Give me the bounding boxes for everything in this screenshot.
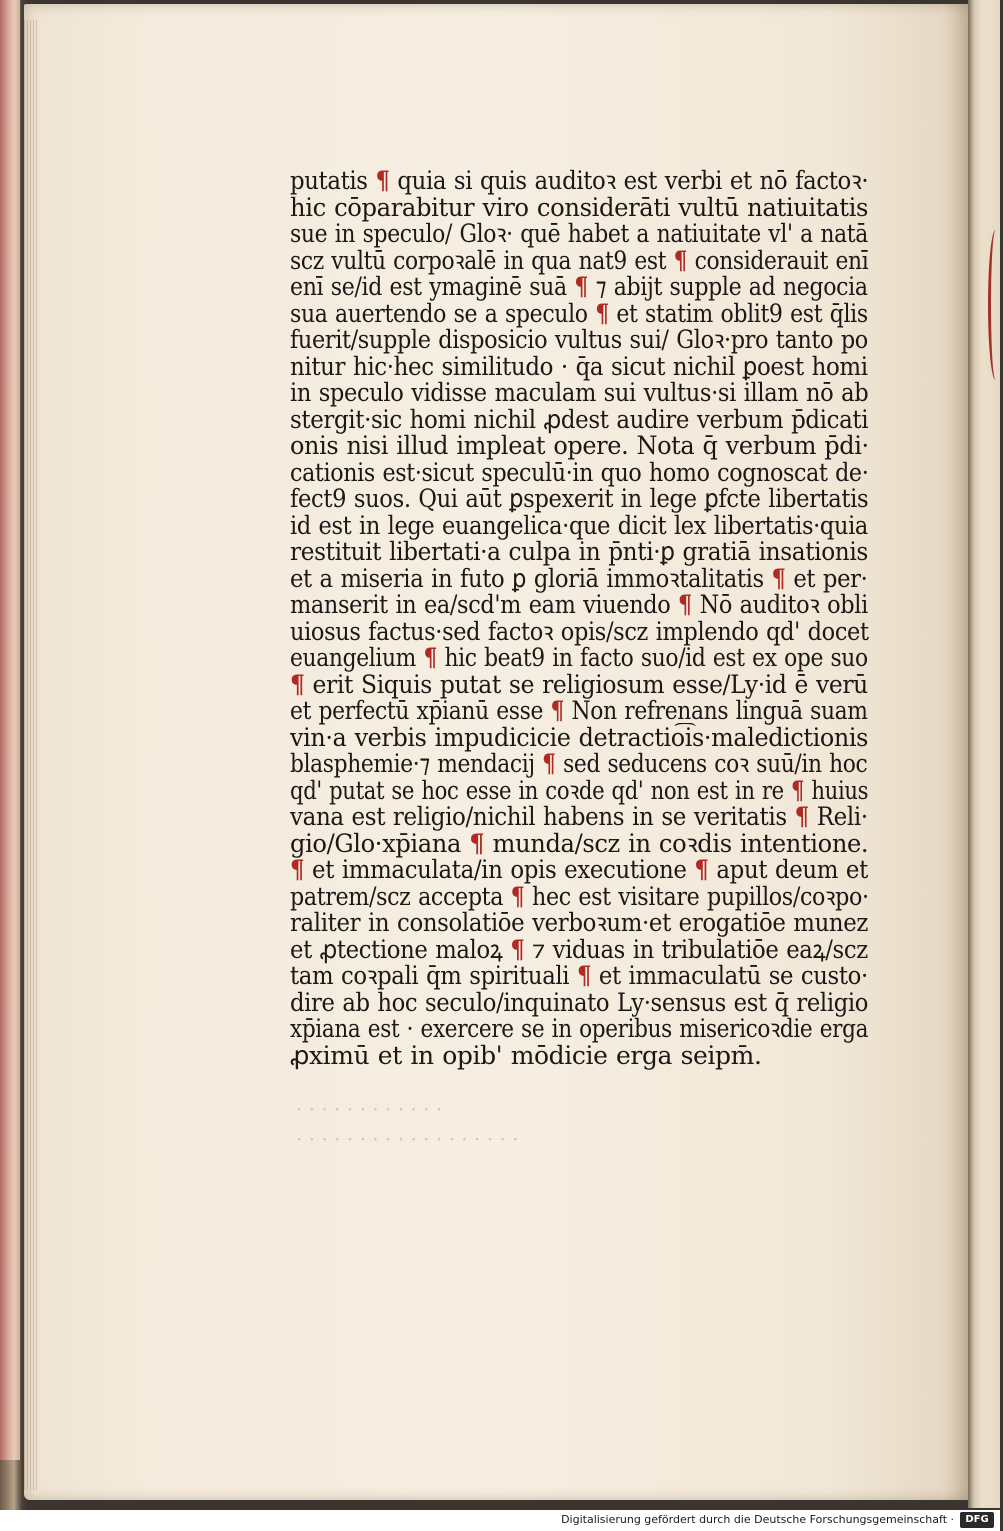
rubric-mark: ¶ <box>771 563 786 593</box>
book-edge <box>0 0 20 1460</box>
text-line: tam coꝛpali q̄m spirituali ¶ et immaculatū se custo· <box>290 961 868 990</box>
rubric-mark: ¶ <box>469 828 485 858</box>
facing-page-rubric-mark <box>988 230 1003 380</box>
rubric-mark: ¶ <box>550 696 565 725</box>
text-line: cationis est·sicut speculū·in quo homo cognoscat de· <box>290 457 869 487</box>
text-line: blasphemie·⁊ mendacij ¶ sed seducens coꝛ suū/in hoc <box>290 749 868 778</box>
text-line: dire ab hoc seculo/inquinato Ly·sensus est q̄ religio <box>290 987 869 1017</box>
text-line: onis nisi illud impleat opere. Nota q̄ verbum p̄di· <box>290 431 869 460</box>
text-line: xp̄iana est · exercere se in operibus misericoꝛdie erga <box>290 1014 869 1043</box>
rubric-mark: ¶ <box>290 669 305 699</box>
text-line: manserit in ea/scd'm eam viuendo ¶ Nō auditoꝛ obli <box>290 590 868 619</box>
text-line: id est in lege euangelica·que dicit lex libertatis·quia <box>290 510 868 540</box>
rubric-mark: ¶ <box>673 245 688 275</box>
rubric-mark: ¶ <box>375 166 390 195</box>
text-line: raliter in consolatiōe verboꝛum·et erogatiōe munez <box>290 908 869 937</box>
text-line: euangelium ¶ hic beat9 in facto suo/id est ex ope suo <box>290 643 868 672</box>
rubric-mark: ¶ <box>678 590 692 619</box>
text-line: ꝓximū et in opib' mōdicie erga seipm̄. <box>290 1040 762 1070</box>
text-line: gio/Glo·xp̄iana ¶ munda/scz in coꝛdis intentione. <box>290 828 869 858</box>
text-line: et a miseria in futo ꝑ gloriā immoꝛtalitatis ¶ et per· <box>290 563 868 593</box>
text-line: stergit·sic homi nichil ꝓdest audire verbum p̄dicati <box>290 404 869 434</box>
rubric-mark: ¶ <box>595 298 609 328</box>
rubric-mark: ¶ <box>791 775 805 805</box>
text-line: vana est religio/nichil habens in se veritatis ¶ Reli· <box>290 802 868 831</box>
text-line: et ꝓtectione maloꝝ ¶ ⁊ viduas in tribulatiōe eaꝝ/scz <box>290 934 868 964</box>
text-line: sua auertendo se a speculo ¶ et statim oblit9 est q̄lis <box>290 298 868 328</box>
rubric-mark: ¶ <box>574 272 589 301</box>
rubric-mark: ¶ <box>694 855 709 884</box>
text-line: putatis ¶ quia si quis auditoꝛ est verbi et nō factoꝛ· <box>290 166 869 195</box>
text-line: fuerit/supple disposicio vultus sui/ Gloꝛ·pro tanto po <box>290 325 868 354</box>
text-line: qd' putat se hoc esse in coꝛde qd' non est in re ¶ huius <box>290 775 869 805</box>
text-line: ¶ erit Siquis putat se religiosum esse/Ly·id ē verū <box>290 669 868 699</box>
footer-credit: Digitalisierung gefördert durch die Deutsche Forschungsgemeinschaft · <box>561 1513 954 1526</box>
rubric-mark: ¶ <box>576 961 592 990</box>
rubric-mark: ¶ <box>510 934 525 964</box>
rubric-mark: ¶ <box>542 749 556 778</box>
facing-page-sliver <box>968 0 1000 1508</box>
text-line: patrem/scz accepta ¶ hec est visitare pupillos/coꝛpo· <box>290 881 869 911</box>
text-line: in speculo vidisse maculam sui vultus·si illam nō ab <box>290 378 869 407</box>
text-line: nitur hic·hec similitudo · q̄a sicut nichil ꝑoest homi <box>290 351 868 381</box>
rubric-mark: ¶ <box>423 643 437 672</box>
text-line: uiosus factus·sed factoꝛ opis/scz implendo qd' docet <box>290 616 869 646</box>
show-through-text: · · · · · · · · · · · · · · · · · · · · · · · · · · · · · · <box>296 1097 519 1151</box>
text-line: restituit libertati·a culpa in p̄nti·ꝑ gratiā insationis <box>290 537 868 566</box>
text-line: vin·a verbis impudicicie detractio͡is·maledictionis <box>290 722 868 752</box>
text-line: sue in speculo/ Gloꝛ· quē habet a natiuitate vl' a natā <box>290 219 868 248</box>
rubric-mark: ¶ <box>510 881 525 911</box>
dfg-logo: DFG <box>960 1512 994 1528</box>
text-line: ¶ et immaculata/in opis executione ¶ aput deum et <box>290 855 868 884</box>
text-column <box>290 168 868 1069</box>
text-line: scz vultū corpoꝛalē in qua nat9 est ¶ considerauit enī <box>290 245 869 275</box>
rubric-mark: ¶ <box>290 855 305 884</box>
text-line: enī se/id est ymaginē suā ¶ ⁊ abijt supple ad negocia <box>290 272 868 301</box>
text-line: hic cōparabitur viro considerāti vultū natiuitatis <box>290 192 869 222</box>
rubric-mark: ¶ <box>794 802 809 831</box>
text-line: fect9 suos. Qui aūt ꝑspexerit in lege ꝑfcte libertatis <box>290 484 869 513</box>
page-edges <box>24 20 38 1490</box>
text-line: et perfectū xp̄ianū esse ¶ Non refrenans linguā suam <box>290 696 868 725</box>
